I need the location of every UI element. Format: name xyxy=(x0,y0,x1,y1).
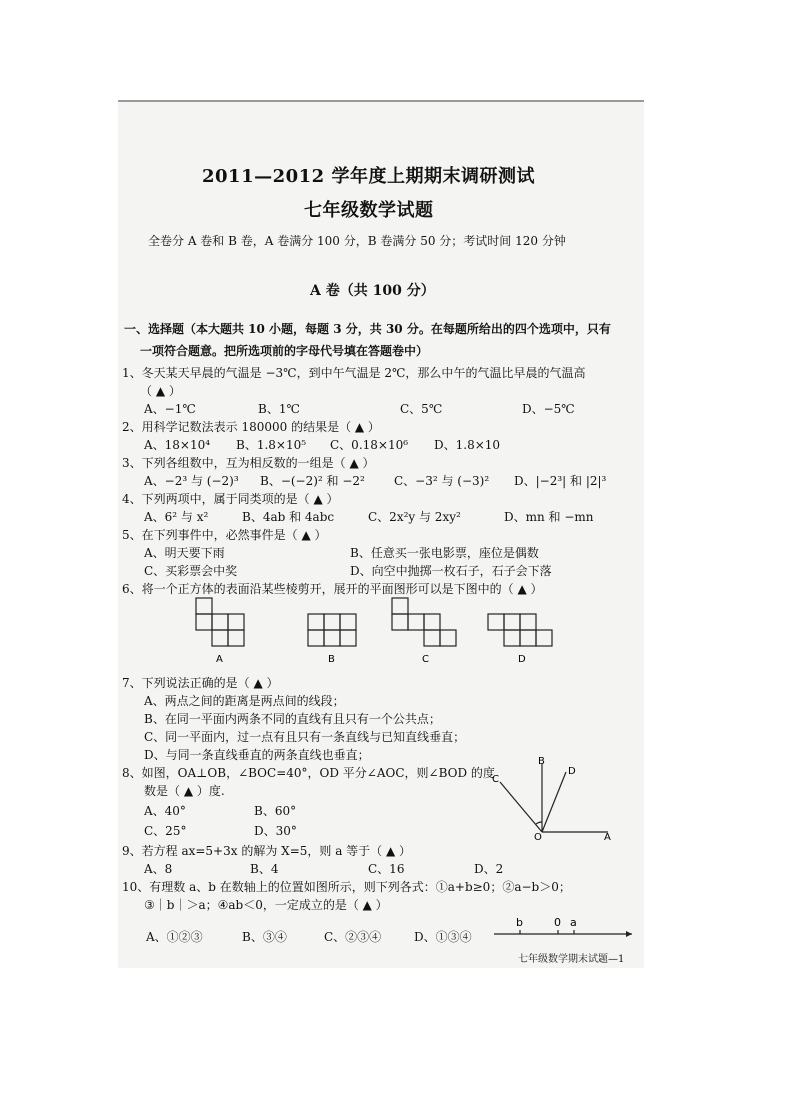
question-8-stem-cont: 数是（ ▲ ）度. xyxy=(144,784,225,798)
question-8-option-a: A、40° xyxy=(144,804,186,818)
question-5-option-a: A、明天要下雨 xyxy=(144,546,225,560)
question-8-option-c: C、25° xyxy=(144,824,187,838)
question-4-option-a: A、6² 与 x² xyxy=(144,510,209,524)
question-3-option-d: D、|−2³| 和 |2|³ xyxy=(514,474,607,488)
question-7-option-d: D、与同一条直线垂直的两条直线也垂直； xyxy=(144,748,370,762)
question-3-option-b: B、−(−2)² 和 −2² xyxy=(260,474,365,488)
question-8-option-b: B、60° xyxy=(254,804,297,818)
question-5-option-c: C、买彩票会中奖 xyxy=(144,564,238,578)
cube-net-c-label: C xyxy=(422,654,429,665)
question-6-stem: 6、将一个正方体的表面沿某些棱剪开，展开的平面图形可以是下图中的（ ▲ ） xyxy=(122,582,543,596)
angle-arc xyxy=(536,822,542,824)
point-d-label: D xyxy=(568,766,576,777)
label-zero: 0 xyxy=(554,916,561,929)
question-1-option-c: C、5℃ xyxy=(400,402,443,416)
question-2-stem: 2、用科学记数法表示 180000 的结果是（ ▲ ） xyxy=(122,420,380,434)
question-8-stem: 8、如图，OA⊥OB，∠BOC=40°，OD 平分∠AOC，则∠BOD 的度 xyxy=(122,766,495,780)
point-a-label: A xyxy=(604,832,611,840)
point-b-label: B xyxy=(538,756,545,767)
number-line-arrow xyxy=(626,931,632,937)
question-1-option-b: B、1℃ xyxy=(258,402,300,416)
question-5-stem: 5、在下列事件中，必然事件是（ ▲ ） xyxy=(122,528,327,542)
question-5-option-b: B、任意买一张电影票，座位是偶数 xyxy=(350,546,539,560)
question-9-option-d: D、2 xyxy=(474,862,504,876)
point-o-label: O xyxy=(534,832,542,840)
exam-instructions: 全卷分 A 卷和 B 卷，A 卷满分 100 分，B 卷满分 50 分；考试时间 120 分钟 xyxy=(148,234,566,248)
cube-net-b-label: B xyxy=(328,654,335,665)
cube-net-c xyxy=(392,598,456,646)
question-2-option-a: A、18×10⁴ xyxy=(144,438,211,452)
exam-subtitle: 七年级数学试题 xyxy=(304,200,434,221)
question-5-option-d: D、向空中抛掷一枚石子，石子会下落 xyxy=(350,564,552,578)
question-10-option-c: C、②③④ xyxy=(324,930,382,944)
question-10-option-a: A、①②③ xyxy=(146,930,203,944)
question-10-option-d: D、①③④ xyxy=(414,930,472,944)
label-b: b xyxy=(516,916,523,929)
question-2-option-d: D、1.8×10 xyxy=(434,438,501,452)
cube-net-a-label: A xyxy=(216,654,223,665)
section-a-title: A 卷（共 100 分） xyxy=(310,283,435,299)
question-10-option-b: B、③④ xyxy=(242,930,287,944)
cube-net-d-label: D xyxy=(518,654,526,665)
question-4-option-d: D、mn 和 −mn xyxy=(504,510,594,524)
question-1-option-a: A、−1℃ xyxy=(144,402,196,416)
question-3-option-c: C、−3² 与 (−3)² xyxy=(394,474,490,488)
question-4-stem: 4、下列两项中，属于同类项的是（ ▲ ） xyxy=(122,492,339,506)
question-9-stem: 9、若方程 ax=5+3x 的解为 X=5，则 a 等于（ ▲ ） xyxy=(122,844,412,858)
question-4-option-c: C、2x²y 与 2xy² xyxy=(368,510,461,524)
label-a: a xyxy=(570,916,577,929)
question-10-stem: 10、有理数 a、b 在数轴上的位置如图所示，则下列各式：①a+b≥0；②a−b＞0； xyxy=(122,880,571,894)
question-8-option-d: D、30° xyxy=(254,824,297,838)
question-1-option-d: D、−5℃ xyxy=(522,402,575,416)
cube-net-a xyxy=(196,598,244,646)
question-3-stem: 3、下列各组数中，互为相反数的一组是（ ▲ ） xyxy=(122,456,375,470)
point-c-label: C xyxy=(492,774,499,785)
part1-instructions-line2: 一项符合题意。把所选项前的字母代号填在答题卷中） xyxy=(140,344,429,358)
exam-sheet xyxy=(118,100,644,968)
angle-figure xyxy=(480,754,620,840)
page-footer: 七年级数学期末试题—1 xyxy=(518,954,625,965)
question-4-option-b: B、4ab 和 4abc xyxy=(242,510,335,524)
cube-nets-figure xyxy=(178,596,578,668)
question-7-option-a: A、两点之间的距离是两点间的线段； xyxy=(144,694,345,708)
cube-net-b xyxy=(308,614,356,646)
question-1-stem: 1、冬天某天早晨的气温是 −3℃，到中午气温是 2℃，那么中午的气温比早晨的气温高 xyxy=(122,366,586,380)
question-3-option-a: A、−2³ 与 (−2)³ xyxy=(144,474,239,488)
question-2-option-b: B、1.8×10⁵ xyxy=(236,438,307,452)
question-9-option-b: B、4 xyxy=(250,862,279,876)
question-9-option-c: C、16 xyxy=(368,862,405,876)
ray-oc xyxy=(500,782,542,832)
question-7-option-b: B、在同一平面内两条不同的直线有且只有一个公共点； xyxy=(144,712,441,726)
cube-net-d xyxy=(488,614,552,646)
question-7-option-c: C、同一平面内，过一点有且只有一条直线与已知直线垂直； xyxy=(144,730,466,744)
part1-instructions-line1: 一、选择题（本大题共 10 小题，每题 3 分，共 30 分。在每题所给出的四个选项中，只有 xyxy=(124,322,611,336)
question-2-option-c: C、0.18×10⁶ xyxy=(330,438,409,452)
question-1-stem-cont: （ ▲ ） xyxy=(140,384,181,398)
ray-od xyxy=(542,772,566,832)
question-9-option-a: A、8 xyxy=(144,862,173,876)
exam-title: 2011—2012 学年度上期期末调研测试 xyxy=(202,166,535,187)
question-10-stem-cont: ③｜b｜＞a；④ab＜0，一定成立的是（ ▲ ） xyxy=(144,898,388,912)
number-line-figure xyxy=(490,914,640,944)
question-7-stem: 7、下列说法正确的是（ ▲ ） xyxy=(122,676,279,690)
